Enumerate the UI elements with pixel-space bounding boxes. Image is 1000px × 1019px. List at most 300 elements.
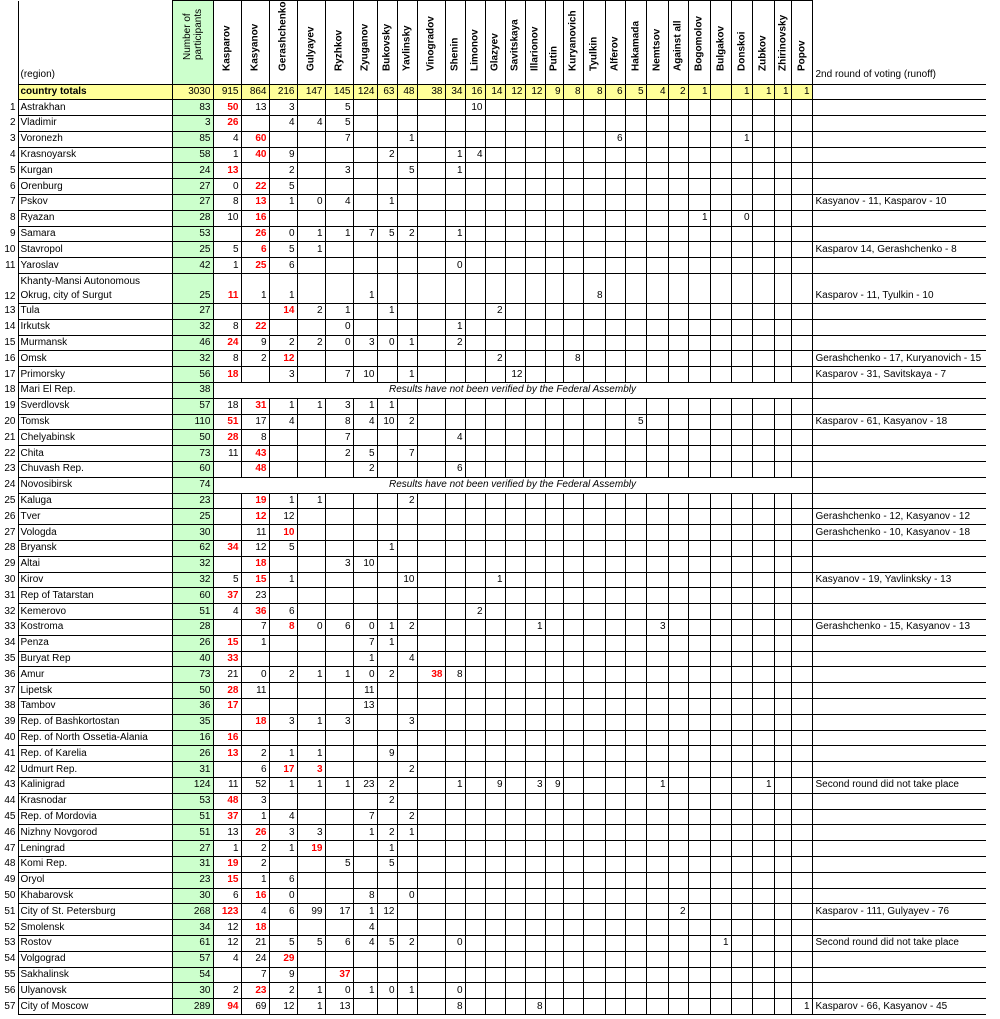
vote-cell [325, 351, 353, 367]
vote-cell [625, 398, 646, 414]
vote-cell [605, 556, 625, 572]
vote-cell [625, 274, 646, 304]
vote-cell: 0 [445, 983, 465, 999]
vote-cell [583, 398, 605, 414]
runoff-result [812, 635, 986, 651]
table-row [0, 698, 986, 714]
region-name: Irkutsk [18, 319, 172, 335]
vote-cell [625, 635, 646, 651]
vote-cell [583, 762, 605, 778]
vote-cell: 3 [269, 825, 297, 841]
vote-cell [710, 541, 731, 557]
vote-cell [563, 635, 583, 651]
vote-cell: 3 [525, 777, 545, 793]
vote-cell [646, 242, 668, 258]
vote-cell [545, 651, 563, 667]
vote-cell [525, 131, 545, 147]
region-name: Tula [18, 304, 172, 320]
vote-cell [646, 131, 668, 147]
vote-cell: 2 [445, 335, 465, 351]
row-index: 46 [0, 825, 18, 841]
vote-cell [774, 525, 791, 541]
vote-cell [646, 935, 668, 951]
candidate-header [525, 1, 545, 85]
vote-cell [525, 304, 545, 320]
vote-cell [485, 698, 505, 714]
vote-cell [397, 856, 417, 872]
vote-cell: 31 [241, 398, 269, 414]
vote-cell [625, 935, 646, 951]
vote-cell [325, 951, 353, 967]
vote-cell [791, 588, 812, 604]
candidate-header [397, 1, 417, 85]
vote-cell [485, 179, 505, 195]
vote-cell [485, 872, 505, 888]
vote-cell [710, 304, 731, 320]
vote-cell [688, 904, 710, 920]
participants-count: 289 [172, 999, 213, 1015]
vote-cell [731, 572, 752, 588]
region-name: Bryansk [18, 541, 172, 557]
vote-cell [583, 319, 605, 335]
vote-cell [465, 762, 485, 778]
vote-cell [625, 179, 646, 195]
vote-cell: 3 [325, 714, 353, 730]
vote-cell: 5 [325, 100, 353, 116]
vote-cell: 11 [213, 446, 241, 462]
vote-cell [297, 541, 325, 557]
region-name: City of St. Petersburg [18, 904, 172, 920]
vote-cell [485, 210, 505, 226]
vote-cell: 5 [325, 856, 353, 872]
candidate-name: Hakamada [630, 20, 641, 71]
vote-cell [688, 856, 710, 872]
participants-count: 124 [172, 777, 213, 793]
vote-cell [417, 920, 445, 936]
vote-cell [668, 525, 688, 541]
row-index: 42 [0, 762, 18, 778]
vote-cell [505, 667, 525, 683]
vote-cell: 5 [269, 242, 297, 258]
vote-cell [377, 683, 397, 699]
total-value: 12 [505, 84, 525, 100]
vote-cell [668, 793, 688, 809]
total-value: 1 [752, 84, 774, 100]
vote-cell [583, 509, 605, 525]
row-index: 31 [0, 588, 18, 604]
vote-cell: 4 [269, 116, 297, 132]
vote-cell [625, 683, 646, 699]
vote-cell: 16 [213, 730, 241, 746]
vote-cell [297, 872, 325, 888]
vote-cell: 12 [213, 920, 241, 936]
vote-cell [583, 667, 605, 683]
vote-cell [325, 730, 353, 746]
vote-cell [583, 620, 605, 636]
participants-count: 56 [172, 367, 213, 383]
vote-cell: 28 [213, 430, 241, 446]
vote-cell [417, 698, 445, 714]
vote-cell [417, 100, 445, 116]
vote-cell [583, 304, 605, 320]
vote-cell [417, 525, 445, 541]
vote-cell [417, 651, 445, 667]
vote-cell [525, 100, 545, 116]
vote-cell [752, 604, 774, 620]
vote-cell [525, 430, 545, 446]
row-index: 48 [0, 856, 18, 872]
vote-cell [583, 179, 605, 195]
vote-cell [545, 888, 563, 904]
vote-cell: 29 [269, 951, 297, 967]
vote-cell: 5 [213, 572, 241, 588]
vote-cell [465, 809, 485, 825]
vote-cell [774, 304, 791, 320]
participants-count: 28 [172, 620, 213, 636]
vote-cell [505, 274, 525, 304]
vote-cell: 5 [269, 179, 297, 195]
vote-cell [710, 430, 731, 446]
vote-cell: 10 [377, 414, 397, 430]
vote-cell [563, 793, 583, 809]
vote-cell [583, 714, 605, 730]
vote-cell [325, 698, 353, 714]
vote-cell: 5 [325, 116, 353, 132]
vote-cell [545, 967, 563, 983]
vote-cell [505, 793, 525, 809]
vote-cell [605, 588, 625, 604]
vote-cell [710, 841, 731, 857]
vote-cell [646, 872, 668, 888]
vote-cell [752, 304, 774, 320]
vote-cell [583, 888, 605, 904]
vote-cell [505, 226, 525, 242]
vote-cell [417, 430, 445, 446]
vote-cell [563, 525, 583, 541]
vote-cell [525, 714, 545, 730]
vote-cell [752, 983, 774, 999]
candidate-header [297, 1, 325, 85]
row-index: 40 [0, 730, 18, 746]
participants-count: 26 [172, 635, 213, 651]
runoff-result: Gerashchenko - 10, Kasyanov - 18 [812, 525, 986, 541]
table-row [0, 856, 986, 872]
vote-cell [646, 414, 668, 430]
vote-cell [377, 762, 397, 778]
vote-cell [417, 762, 445, 778]
vote-cell [646, 100, 668, 116]
vote-cell [445, 414, 465, 430]
vote-cell [325, 809, 353, 825]
vote-cell [297, 604, 325, 620]
vote-cell [688, 999, 710, 1015]
vote-cell [505, 762, 525, 778]
vote-cell [353, 588, 377, 604]
vote-cell [752, 935, 774, 951]
runoff-result [812, 383, 986, 399]
vote-cell: 0 [731, 210, 752, 226]
vote-cell: 1 [445, 319, 465, 335]
vote-cell [583, 856, 605, 872]
vote-cell [752, 210, 774, 226]
vote-cell [791, 493, 812, 509]
runoff-result [812, 967, 986, 983]
vote-cell [505, 319, 525, 335]
vote-cell [752, 462, 774, 478]
candidate-header [583, 1, 605, 85]
vote-cell [625, 304, 646, 320]
table-row [0, 414, 986, 430]
vote-cell [545, 809, 563, 825]
candidate-header [710, 1, 731, 85]
vote-cell [668, 572, 688, 588]
vote-cell [417, 258, 445, 274]
vote-cell [646, 604, 668, 620]
vote-cell [646, 367, 668, 383]
vote-cell [752, 414, 774, 430]
vote-cell [668, 462, 688, 478]
vote-cell [485, 999, 505, 1015]
vote-cell: 4 [397, 651, 417, 667]
vote-cell: 4 [353, 414, 377, 430]
vote-cell: 7 [325, 131, 353, 147]
vote-cell: 1 [377, 841, 397, 857]
vote-cell: 4 [213, 604, 241, 620]
vote-cell [325, 258, 353, 274]
vote-cell: 12 [213, 935, 241, 951]
vote-cell [752, 258, 774, 274]
vote-cell: 13 [353, 698, 377, 714]
vote-cell [625, 809, 646, 825]
vote-cell [445, 304, 465, 320]
vote-cell: 1 [241, 635, 269, 651]
vote-cell [545, 746, 563, 762]
vote-cell [465, 620, 485, 636]
vote-cell [668, 430, 688, 446]
runoff-header: 2nd round of voting (runoff) [812, 1, 986, 85]
participants-count: 28 [172, 210, 213, 226]
vote-cell [752, 714, 774, 730]
vote-cell: 13 [213, 163, 241, 179]
vote-cell [563, 714, 583, 730]
vote-cell [710, 951, 731, 967]
vote-cell: 19 [213, 856, 241, 872]
vote-cell [774, 730, 791, 746]
vote-cell [417, 210, 445, 226]
vote-cell [353, 572, 377, 588]
vote-cell [505, 541, 525, 557]
vote-cell [417, 683, 445, 699]
vote-cell [710, 667, 731, 683]
vote-cell: 1 [688, 210, 710, 226]
vote-cell [325, 872, 353, 888]
vote-cell: 2 [377, 825, 397, 841]
vote-cell: 12 [269, 351, 297, 367]
vote-cell [545, 920, 563, 936]
vote-cell [791, 163, 812, 179]
vote-cell [545, 856, 563, 872]
vote-cell [752, 446, 774, 462]
vote-cell [752, 398, 774, 414]
vote-cell [353, 793, 377, 809]
vote-cell [445, 493, 465, 509]
vote-cell [646, 904, 668, 920]
vote-cell [710, 698, 731, 714]
vote-cell [791, 100, 812, 116]
vote-cell: 5 [625, 414, 646, 430]
vote-cell [625, 131, 646, 147]
vote-cell [377, 967, 397, 983]
vote-cell [774, 335, 791, 351]
vote-cell [710, 872, 731, 888]
vote-cell [710, 825, 731, 841]
vote-cell [668, 604, 688, 620]
vote-cell [485, 462, 505, 478]
vote-cell [752, 920, 774, 936]
vote-cell [752, 367, 774, 383]
vote-cell [710, 242, 731, 258]
vote-cell [545, 872, 563, 888]
table-row [0, 904, 986, 920]
vote-cell [583, 462, 605, 478]
vote-cell: 4 [353, 920, 377, 936]
vote-cell [545, 999, 563, 1015]
vote-cell [417, 856, 445, 872]
vote-cell [605, 335, 625, 351]
vote-cell [377, 319, 397, 335]
vote-cell [605, 258, 625, 274]
vote-cell [625, 604, 646, 620]
vote-cell [583, 872, 605, 888]
vote-cell [710, 983, 731, 999]
vote-cell [605, 762, 625, 778]
runoff-result [812, 100, 986, 116]
vote-cell [710, 888, 731, 904]
vote-cell [545, 226, 563, 242]
vote-cell: 1 [297, 714, 325, 730]
row-index: 16 [0, 351, 18, 367]
vote-cell [605, 462, 625, 478]
row-index: 20 [0, 414, 18, 430]
vote-cell [445, 762, 465, 778]
vote-cell [525, 242, 545, 258]
vote-cell [297, 588, 325, 604]
vote-cell [563, 210, 583, 226]
table-row [0, 274, 986, 304]
vote-cell [445, 856, 465, 872]
vote-cell [646, 226, 668, 242]
row-index: 35 [0, 651, 18, 667]
vote-cell [731, 430, 752, 446]
vote-cell [668, 762, 688, 778]
vote-cell: 1 [377, 635, 397, 651]
vote-cell [397, 777, 417, 793]
vote-cell [445, 446, 465, 462]
vote-cell: 1 [269, 746, 297, 762]
row-index: 3 [0, 131, 18, 147]
vote-cell [563, 967, 583, 983]
vote-cell [485, 509, 505, 525]
total-value: 6 [605, 84, 625, 100]
vote-cell [731, 179, 752, 195]
row-index: 53 [0, 935, 18, 951]
vote-cell [791, 242, 812, 258]
vote-cell [505, 414, 525, 430]
vote-cell [485, 319, 505, 335]
vote-cell [583, 920, 605, 936]
vote-cell [731, 651, 752, 667]
vote-cell [465, 651, 485, 667]
vote-cell [625, 446, 646, 462]
vote-cell [485, 525, 505, 541]
vote-cell [752, 242, 774, 258]
vote-cell [791, 841, 812, 857]
vote-cell [417, 319, 445, 335]
vote-cell [731, 556, 752, 572]
vote-cell [688, 195, 710, 211]
vote-cell [485, 825, 505, 841]
vote-cell [377, 572, 397, 588]
region-name: Sakhalinsk [18, 967, 172, 983]
vote-cell [353, 100, 377, 116]
vote-cell [774, 888, 791, 904]
participants-count: 31 [172, 856, 213, 872]
table-row [0, 667, 986, 683]
vote-cell [563, 179, 583, 195]
vote-cell [646, 258, 668, 274]
vote-cell [774, 556, 791, 572]
vote-cell [525, 446, 545, 462]
vote-cell [688, 367, 710, 383]
region-name: Chelyabinsk [18, 430, 172, 446]
vote-cell [688, 777, 710, 793]
vote-cell [625, 920, 646, 936]
candidate-header [605, 1, 625, 85]
vote-cell [417, 541, 445, 557]
vote-cell [646, 888, 668, 904]
runoff-result [812, 335, 986, 351]
row-index: 27 [0, 525, 18, 541]
vote-cell: 22 [241, 179, 269, 195]
row-index: 30 [0, 572, 18, 588]
vote-cell [583, 651, 605, 667]
region-name: Krasnoyarsk [18, 147, 172, 163]
table-row [0, 825, 986, 841]
vote-cell [525, 604, 545, 620]
vote-cell [752, 493, 774, 509]
vote-cell: 1 [269, 493, 297, 509]
vote-cell [731, 100, 752, 116]
vote-cell [377, 698, 397, 714]
runoff-result [812, 210, 986, 226]
vote-cell [465, 841, 485, 857]
vote-cell [605, 351, 625, 367]
vote-cell [668, 493, 688, 509]
table-row [0, 446, 986, 462]
table-row [0, 367, 986, 383]
vote-cell [485, 762, 505, 778]
vote-cell [485, 856, 505, 872]
vote-cell [731, 604, 752, 620]
vote-cell [563, 414, 583, 430]
vote-cell [752, 793, 774, 809]
vote-cell [505, 746, 525, 762]
vote-cell: 10 [213, 210, 241, 226]
vote-cell [417, 398, 445, 414]
vote-cell [646, 179, 668, 195]
vote-cell [525, 588, 545, 604]
vote-cell [668, 999, 688, 1015]
